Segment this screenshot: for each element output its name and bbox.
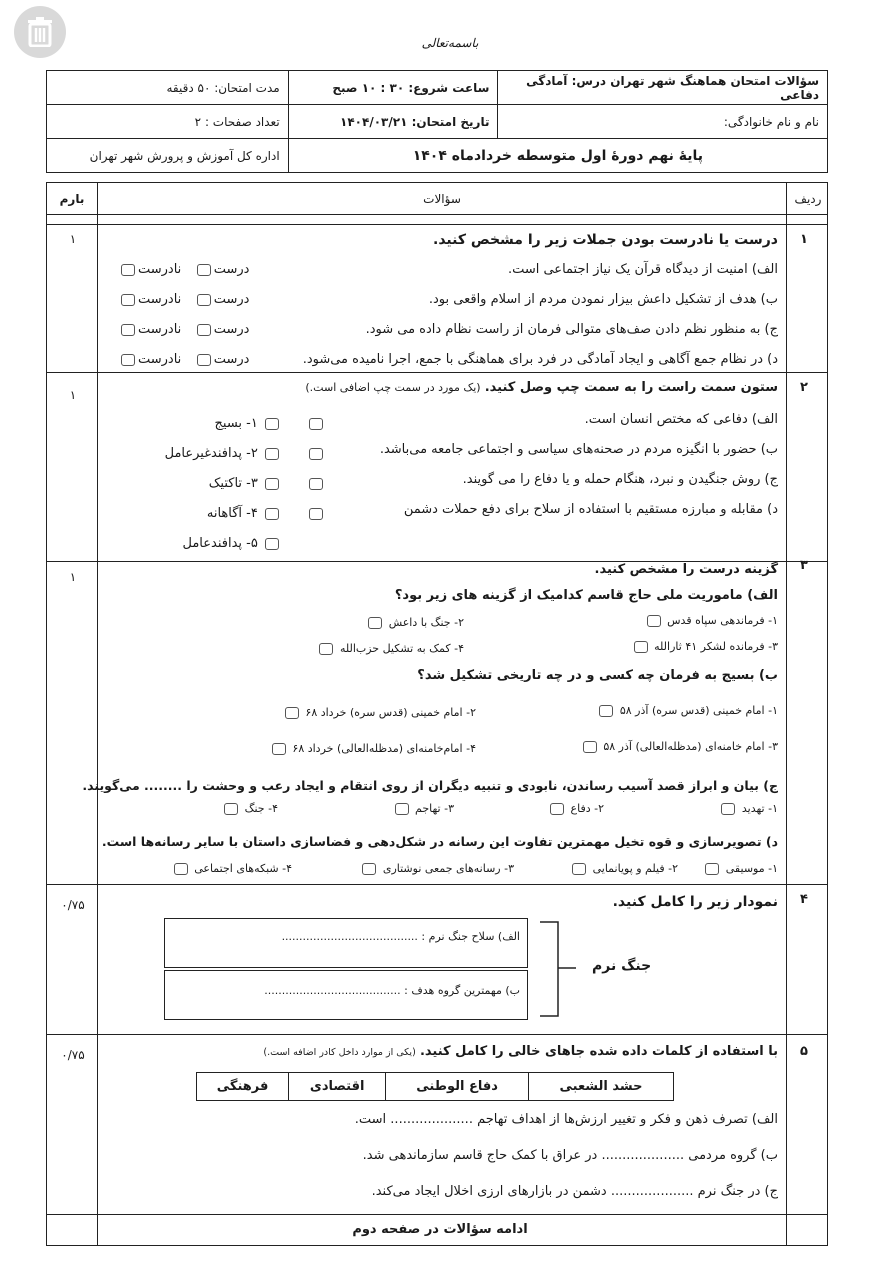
- q4-b: ب) مهمترین گروه هدف : .......................................: [264, 984, 520, 997]
- q1-tf-row: درست نادرست: [118, 292, 249, 307]
- q3-d-opt1[interactable]: ۱- موسیقی: [702, 862, 778, 875]
- start-time: ساعت شروع: ۳۰ : ۱۰ صبح: [288, 71, 498, 105]
- student-name-field[interactable]: نام و نام خانوادگی:: [498, 105, 828, 139]
- q2-left-3: ۳- تاکتیک: [209, 476, 282, 491]
- q3-a-title: الف) ماموریت ملی حاج قاسم کدامیک از گزینه های زیر بود؟: [394, 588, 778, 603]
- q2-left-1: ۱- بسیج: [215, 416, 282, 431]
- q5-item-a: الف) تصرف ذهن و فکر و تغییر ارزش‌ها از اهداف تهاجم .................... است.: [354, 1112, 778, 1127]
- delete-icon[interactable]: [14, 6, 66, 58]
- q3-d-opt3[interactable]: ۳- رسانه‌های جمعی نوشتاری: [359, 862, 514, 875]
- q1-tf-row: درست نادرست: [118, 262, 249, 277]
- continue-note: ادامه سؤالات در صفحه دوم: [352, 1222, 528, 1237]
- checkbox[interactable]: [197, 264, 211, 276]
- q2-score: ۱: [69, 388, 77, 402]
- q3-d-title: د) تصویرسازی و قوه تخیل مهمترین تفاوت این رسانه در شکل‌دهی و فضاسازی داستان با سایر رسانه‌ها است.: [101, 834, 778, 849]
- answer-box[interactable]: [306, 506, 326, 521]
- q2-right-a: الف) دفاعی که مختص انسان است.: [584, 412, 778, 427]
- q3-d-opt2[interactable]: ۲- فیلم و پویانمایی: [569, 862, 678, 875]
- q5-item-c: ج) در جنگ نرم .................... دشمن در بازارهای ارزی اخلال ایجاد می‌کند.: [371, 1184, 778, 1199]
- answer-box[interactable]: [306, 416, 326, 431]
- q4-a: الف) سلاح جنگ نرم : .......................................: [281, 930, 520, 943]
- diagram-box-a[interactable]: [164, 918, 528, 968]
- col-score: بارم: [59, 192, 85, 206]
- duration: مدت امتحان: ۵۰ دقیقه: [47, 71, 289, 105]
- q3-d-opt4[interactable]: ۴- شبکه‌های اجتماعی: [171, 862, 292, 875]
- q1-score: ۱: [69, 232, 77, 246]
- q1-tf-row: درست نادرست: [118, 322, 249, 337]
- q2-right-d: د) مقابله و مبارزه مستقیم با استفاده از سلاح برای دفع حملات دشمن: [403, 502, 778, 517]
- q3-b-opt3[interactable]: ۳- امام خامنه‌ای (مدظله‌العالی) آذر ۵۸: [580, 740, 778, 753]
- q5-title-row: با استفاده از کلمات داده شده جاهای خالی را کامل کنید. (یکی از موارد داخل کادر اضافه است.): [263, 1044, 778, 1059]
- q5-score: ۰/۷۵: [61, 1048, 85, 1062]
- q2-right-b: ب) حضور با انگیزه مردم در صحنه‌های سیاسی و اجتماعی جامعه می‌باشد.: [379, 442, 778, 457]
- q1-tf-row: درست نادرست: [118, 352, 249, 367]
- col-questions: سؤالات: [423, 192, 461, 206]
- word-bank: [196, 1072, 674, 1101]
- bismillah: باسمه‌تعالی: [421, 36, 479, 50]
- answer-box[interactable]: [306, 476, 326, 491]
- q3-b-opt2[interactable]: ۲- امام خمینی (قدس سره) خرداد ۶۸: [282, 706, 476, 719]
- subject-cell: سؤالات امتحان هماهنگ شهر تهران درس: آمادگی دفاعی: [498, 71, 828, 105]
- q3-c-opt3[interactable]: ۳- تهاجم: [392, 802, 455, 815]
- q5-number: ۵: [800, 1044, 808, 1059]
- q4-title: نمودار زیر را کامل کنید.: [612, 894, 778, 910]
- q2-left-2: ۲- پدافندغیرعامل: [165, 446, 282, 461]
- q3-number: ۳: [800, 558, 808, 573]
- q1-item-b: ب) هدف از تشکیل داعش بیزار نمودن مردم از اسلام واقعی بود.: [428, 292, 778, 307]
- q3-a-opt2[interactable]: ۲- جنگ با داعش: [365, 616, 464, 629]
- checkbox[interactable]: [197, 354, 211, 366]
- q3-c-opt1[interactable]: ۱- تهدید: [718, 802, 778, 815]
- q1-number: ۱: [800, 232, 808, 247]
- q3-b-title: ب) بسیج به فرمان چه کسی و در چه تاریخی تشکیل شد؟: [417, 668, 778, 683]
- q2-left-5: ۵- پدافندعامل: [183, 536, 283, 551]
- q2-number: ۲: [800, 380, 808, 395]
- q4-score: ۰/۷۵: [61, 898, 85, 912]
- q2-title-row: ستون سمت راست را به سمت چپ وصل کنید. (یک مورد در سمت چپ اضافی است.): [305, 380, 778, 395]
- q3-c-opt4[interactable]: ۴- جنگ: [221, 802, 278, 815]
- q3-score: ۱: [69, 570, 77, 584]
- q3-b-opt1[interactable]: ۱- امام خمینی (قدس سره) آذر ۵۸: [596, 704, 778, 717]
- q3-title: گزینه درست را مشخص کنید.: [594, 562, 778, 577]
- checkbox[interactable]: [197, 324, 211, 336]
- col-row: ردیف: [794, 192, 822, 206]
- checkbox[interactable]: [197, 294, 211, 306]
- q3-a-opt4[interactable]: ۴- کمک به تشکیل حزب‌الله: [316, 642, 464, 655]
- q3-b-opt4[interactable]: ۴- امام‌خامنه‌ای (مدظله‌العالی) خرداد ۶۸: [269, 742, 476, 755]
- word-bank-item: اقتصادی: [289, 1073, 386, 1101]
- q1-title: درست یا نادرست بودن جملات زیر را مشخص کنید.: [433, 232, 778, 248]
- checkbox[interactable]: [121, 324, 135, 336]
- checkbox[interactable]: [121, 264, 135, 276]
- q2-left-4: ۴- آگاهانه: [207, 506, 282, 521]
- diagram-center-label: جنگ نرم: [592, 958, 652, 974]
- q2-right-c: ج) روش جنگیدن و نبرد، هنگام حمله و یا دفاع را می گویند.: [462, 472, 778, 487]
- word-bank-item: فرهنگی: [197, 1073, 289, 1101]
- q4-number: ۴: [800, 892, 808, 907]
- page-count: تعداد صفحات : ۲: [47, 105, 289, 139]
- exam-header: [46, 70, 828, 173]
- q5-item-b: ب) گروه مردمی .................... در عراق با کمک حاج قاسم سازماندهی شد.: [362, 1148, 778, 1163]
- office-name: اداره کل آموزش و پرورش شهر تهران: [47, 139, 289, 173]
- word-bank-item: دفاع الوطنی: [386, 1073, 529, 1101]
- checkbox[interactable]: [121, 354, 135, 366]
- q3-a-opt1[interactable]: ۱- فرماندهی سپاه قدس: [644, 614, 778, 627]
- checkbox[interactable]: [121, 294, 135, 306]
- answer-box[interactable]: [306, 446, 326, 461]
- q1-item-c: ج) به منظور نظم دادن صف‌های متوالی فرمان از راست نظام داده می شود.: [365, 322, 778, 337]
- exam-date: تاریخ امتحان: ۱۴۰۴/۰۳/۲۱: [288, 105, 498, 139]
- diagram-bracket: [530, 918, 580, 1020]
- q3-c-opt2[interactable]: ۲- دفاع: [547, 802, 604, 815]
- word-bank-item: حشد الشعبی: [528, 1073, 673, 1101]
- q1-item-d: د) در نظام جمع آگاهی و ایجاد آمادگی در فرد برای هماهنگی با جمع، اجرا نامیده می‌شود.: [302, 352, 778, 367]
- q3-a-opt3[interactable]: ۳- فرمانده لشکر ۴۱ ثارالله: [631, 640, 778, 653]
- q1-item-a: الف) امنیت از دیدگاه قرآن یک نیاز اجتماعی است.: [507, 262, 778, 277]
- q3-c-title: ج) بیان و ابراز قصد آسیب رساندن، نابودی و تنبیه دیگران از روی انتقام و ایجاد رعب و وحشت را ........ می‌گویند.: [82, 778, 778, 793]
- grade-title: پایهٔ نهم دورهٔ اول متوسطه خردادماه ۱۴۰۴: [288, 139, 827, 173]
